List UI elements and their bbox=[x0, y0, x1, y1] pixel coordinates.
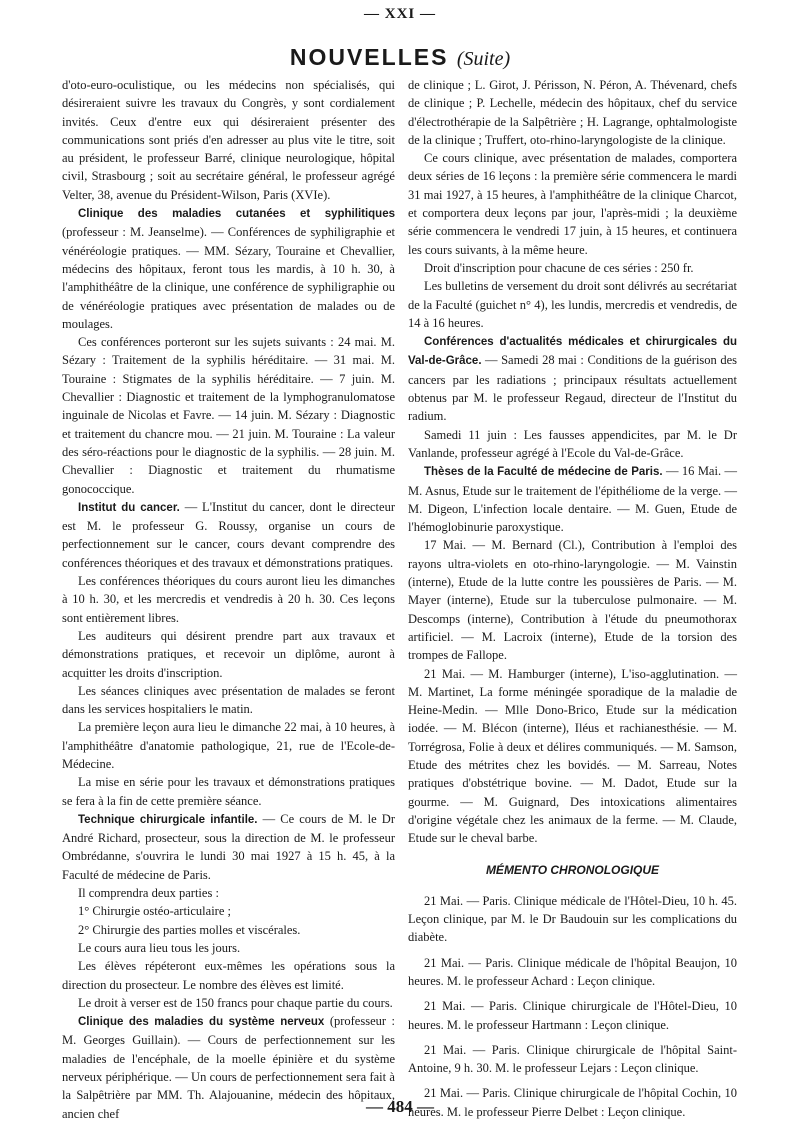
paragraph-theses bbox=[408, 462, 737, 536]
title-text: NOUVELLES bbox=[289, 44, 449, 70]
memento-entry: 21 Mai. — Paris. Clinique chirurgicale de l'hôpital Cochin, 10 heures. M. le professeur Pierre Delbet : Leçon clinique. bbox=[408, 1086, 737, 1119]
paragraph: d'oto-euro-oculistique, ou les médecins non spécialisés, qui désireraient suivre les travaux du Congrès, y sont cordialement invités. Ceux d'entre eux qui désireraient présenter des communications sont priés d'en adresser au plus vite le titre, soit au président, le professeur Barré, clinique neurologique, hôpital civil, Strasbourg ; soit au secrétaire général, le professeur agrégé Velter, 38, avenue du Président-Wilson, Paris (XVIe). bbox=[62, 78, 395, 202]
paragraph: Les séances cliniques avec présentation de malades se feront dans les services hospitaliers le matin. bbox=[62, 683, 395, 717]
memento-entry: 21 Mai. — Paris. Clinique chirurgicale de l'Hôtel-Dieu, 10 heures. M. le professeur Hartmann : Leçon clinique. bbox=[408, 999, 737, 1032]
section-heading: Thèses de la Faculté de médecine de Paris. bbox=[424, 466, 663, 479]
left-column bbox=[62, 76, 395, 1123]
memento-entry: 21 Mai. — Paris. Clinique chirurgicale de l'hôpital Saint-Antoine, 9 h. 30. M. le professeur Lejars : Leçon clinique. bbox=[408, 1042, 737, 1076]
paragraph: La première leçon aura lieu le dimanche 22 mai, à 10 heures, à l'amphithéâtre d'anatomie pathologique, 21, rue de l'Ecole-de-Médecine. bbox=[62, 720, 395, 771]
section-heading: Technique chirurgicale infantile. bbox=[78, 813, 258, 826]
paragraph: Ce cours clinique, avec présentation de malades, comportera deux séries de 16 leçons : la première série commencera le mardi 31 mai 1927, à 15 heures, à l'amphithéâtre de la clinique Charcot, et comportera deux leçons par jour, l'après-midi ; la deuxième série commencera le vendredi 17 juin, à 15 heures, et continuera les cours suivants, à la même heure. bbox=[408, 151, 737, 257]
section-body: — L'Institut du cancer, dont le directeur est M. le professeur G. Roussy, organise un cours de perfectionnement sur le cancer, cours devant comprendre des conférences théoriques et des travaux et démonstrations pratiques. bbox=[62, 499, 395, 570]
paragraph: La mise en série pour les travaux et démonstrations pratiques se fera à la fin de cette première séance. bbox=[62, 775, 395, 808]
section-heading: Institut du cancer. bbox=[78, 501, 180, 514]
paragraph: de clinique ; L. Girot, J. Périsson, N. Péron, A. Thévenard, chefs de clinique ; P. Lechelle, médecin des hôpitaux, chef du service d'électrothérapie de la Salpêtrière ; H. Lagrange, ophtalmologiste de la clinique ; Truffert, oto-rhino-laryngologiste de la clinique. bbox=[408, 78, 737, 147]
paragraph: 17 Mai. — M. Bernard (Cl.), Contribution à l'emploi des rayons ultra-violets en oto-rhino-laryngologie. — M. Vainstin (interne), Etude de la lutte contre les poussières de Paris. — M. Mayer (interne), Etude sur la tuberculose pulmonaire. — M. Descomps (interne), Contribution à l'étude du pneumothorax artificiel. — M. Lacroix (interne), Etude de la torsion des trompes de Fallope. bbox=[408, 538, 737, 663]
section-body: — 16 Mai. — M. Asnus, Etude sur le traitement de l'épithéliome de la verge. — M. Digeon, L'infection locale dentaire. — M. Guen, Etude de l'hémoglobinurie paroxystique. bbox=[408, 464, 737, 535]
paragraph: 21 Mai. — M. Hamburger (interne), L'iso-agglutination. — M. Martinet, La forme méningée sporadique de la maladie de Heine-Medin. — Mlle Dono-Brico, Etude sur la médication iodée. — M. Blécon (interne), Iléus et rachianesthésie. — M. Torrégrosa, Folie à deux et délires communiqués. — M. Samson, Etude des métrites chez les bovidés. — M. Sarreau, Notes pratiques d'obstétrique bovine. — M. Dadot, Etude sur la gourme. — M. Guignard, Des intoxications alimentaires d'origine végétale chez les animaux de la ferme. — M. Claude, Etude sur le cheval barbe. bbox=[408, 666, 737, 846]
title-suite: (Suite) bbox=[456, 48, 511, 70]
memento-heading: MÉMENTO CHRONOLOGIQUE bbox=[485, 863, 660, 878]
paragraph-cancer-institute bbox=[62, 498, 395, 572]
roman-page-number: — XXI — bbox=[363, 6, 436, 22]
section-body: — Samedi 28 mai : Conditions de la guérison des cancers par les radiations ; principaux résultats actuellement obtenus par M. le professeur Regaud, directeur de l'Institut du radium. bbox=[408, 353, 737, 424]
paragraph: Ces conférences porteront sur les sujets suivants : 24 mai. M. Sézary : Traitement de la syphilis héréditaire. — 31 mai. M. Touraine : Stigmates de la syphilis héréditaire. — 7 juin. M. Chevallier : Diagnostic et traitement de la lymphogranulomatose inguinale de Nicolas et Favre. — 14 juin. M. Sézary : Diagnostic et traitement du chancre mou. — 21 juin. M. Touraine : La valeur des séro-réactions pour le diagnostic de la syphilis. — 28 juin. M. Chevallier : Diagnostic et traitement du rhumatisme gonococcique. bbox=[62, 335, 395, 496]
paragraph: Droit d'inscription pour chacune de ces séries : 250 fr. bbox=[424, 260, 694, 275]
paragraph: Les élèves répéteront eux-mêmes les opérations sous la direction du prosecteur. Le nombre des élèves est limité. bbox=[62, 959, 395, 992]
memento-entry: 21 Mai. — Paris. Clinique médicale de l'hôpital Beaujon, 10 heures. M. le professeur Achard : Leçon clinique. bbox=[408, 955, 737, 988]
page-number: — 484 — bbox=[366, 1097, 434, 1116]
paragraph: 2° Chirurgie des parties molles et viscérales. bbox=[78, 922, 301, 937]
paragraph-syphilis-clinic bbox=[62, 204, 395, 333]
section-heading: Clinique des maladies cutanées et syphilitiques bbox=[78, 208, 395, 221]
memento-entry: 21 Mai. — Paris. Clinique médicale de l'Hôtel-Dieu, 10 h. 45. Leçon clinique, par M. le Dr Baudouin sur les complications du diabète. bbox=[408, 893, 737, 945]
section-body: — Ce cours de M. le Dr André Richard, prosecteur, sous la direction de M. le professeur Ombrédanne, s'ouvrira le lundi 30 mai 1927 à 15 h. 45, à la Faculté de médecine de Paris. bbox=[62, 811, 395, 882]
paragraph: Il comprendra deux parties : bbox=[78, 886, 219, 901]
page-title bbox=[0, 44, 800, 71]
paragraph-pediatric-surgery bbox=[62, 810, 395, 884]
section-heading: Conférences d'actualités médicales et chirurgicales du Val-de-Grâce. bbox=[408, 336, 737, 368]
paragraph: Le cours aura lieu tous les jours. bbox=[78, 940, 241, 955]
paragraph: 1° Chirurgie ostéo-articulaire ; bbox=[78, 904, 231, 919]
section-body: (professeur : M. Jeanselme). — Conférences de syphiligraphie et vénéréologie pratiques. — MM. Sézary, Touraine et Chevallier, médecins des hôpitaux, feront tous les mardis, à 10 h. 30, à l'amphithéâtre de la clinique, une conférence de syphiligraphie ou de vénéréologie pratiques avec présentation de malades ou de moulages. bbox=[62, 225, 395, 331]
right-column bbox=[408, 76, 737, 1128]
paragraph: Les conférences théoriques du cours auront lieu les dimanches à 10 h. 30, et les mercredis et vendredis à 20 h. 30. Ces leçons sont entièrement libres. bbox=[62, 574, 395, 625]
paragraph: Le droit à verser est de 150 francs pour chaque partie du cours. bbox=[78, 995, 393, 1010]
paragraph: Les bulletins de versement du droit sont délivrés au secrétariat de la Faculté (guichet n° 4), les lundis, mercredis et vendredis, de 14 à 16 heures. bbox=[408, 279, 737, 330]
section-body: (professeur : M. Georges Guillain). — Cours de perfectionnement sur les maladies de l'encéphale, de la moelle épinière et du système nerveux périphérique. — Un cours de perfectionnement sera fait à la Salpêtrière par MM. Th. Alajouanine, médecin des hôpitaux, ancien chef bbox=[62, 1014, 395, 1121]
paragraph-val-de-grace bbox=[408, 332, 737, 425]
paragraph: Les auditeurs qui désirent prendre part aux travaux et démonstrations pratiques, et recevoir un diplôme, auront à acquitter les droits d'inscription. bbox=[62, 628, 395, 680]
section-heading: Clinique des maladies du système nerveux bbox=[78, 1016, 325, 1029]
paragraph: Samedi 11 juin : Les fausses appendicites, par M. le Dr Vanlande, professeur agrégé à l'Ecole du Val-de-Grâce. bbox=[408, 427, 737, 460]
